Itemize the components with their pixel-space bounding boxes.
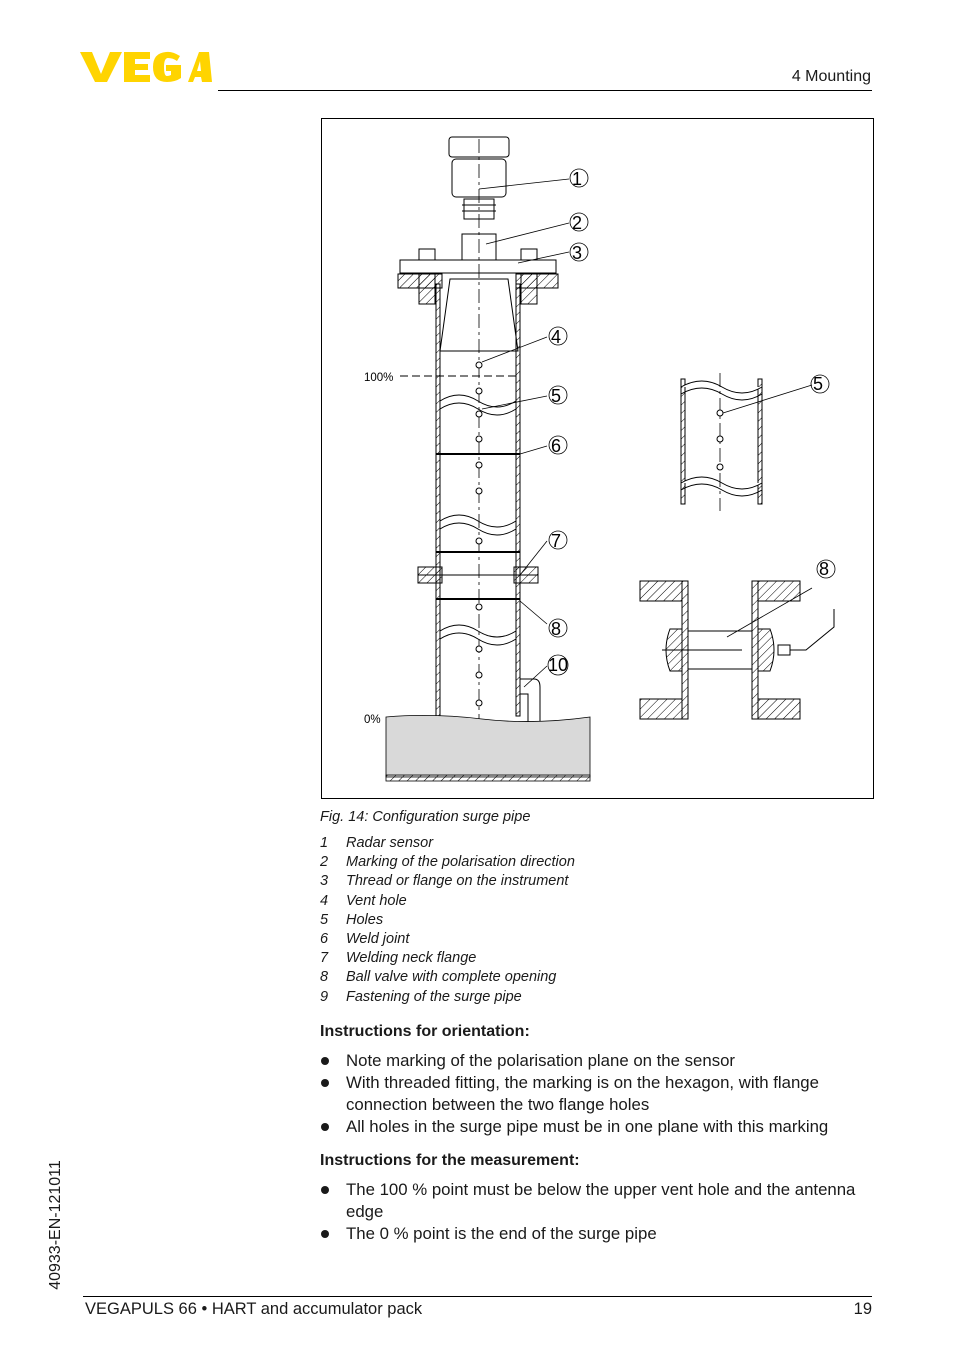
detail-callout-8: 8 [819,559,830,579]
callout-6: 6 [551,436,562,456]
level-0-label: 0% [364,714,381,726]
footer-title: VEGAPULS 66 • HART and accumulator pack [85,1300,423,1318]
figure-caption: Fig. 14: Configuration surge pipe [320,809,531,825]
legend-item: 4 Vent hole [320,892,407,909]
header-divider [218,90,872,91]
list-item: The 100 % point must be below the upper vent hole and the antenna edge [320,1179,865,1223]
surge-pipe-drawing [322,119,875,800]
surge-pipe-figure [321,118,874,799]
callout-5: 5 [551,386,562,406]
bullet-icon [321,1230,329,1238]
bullet-icon [321,1057,329,1065]
vega-logo [80,50,212,84]
bullet-icon [321,1079,329,1087]
legend-item: 6 Weld joint [320,930,410,947]
legend-item: 5 Holes [320,911,384,928]
legend-item: 9 Fastening of the surge pipe [320,988,522,1005]
callout-7: 7 [551,531,562,551]
callout-10: 10 [548,655,569,675]
callout-2: 2 [572,213,583,233]
list-item: The 0 % point is the end of the surge pipe [320,1223,865,1245]
list-item: Note marking of the polarisation plane on the sensor [320,1050,865,1072]
footer-divider [83,1296,872,1297]
figure-legend [320,834,575,1007]
legend-item: 2 Marking of the polarisation direction [320,854,575,871]
callout-4: 4 [551,327,562,347]
detail-callout-5: 5 [813,374,824,394]
section-title: 4 Mounting [791,68,871,85]
legend-item: 7 Welding neck flange [320,950,477,967]
measurement-heading: Instructions for the measurement: [320,1152,580,1169]
list-item: All holes in the surge pipe must be in one plane with this marking [320,1116,865,1138]
document-code: 40933-EN-121011 [47,1160,64,1290]
page-number: 19 [853,1300,872,1318]
callout-8: 8 [551,619,562,639]
list-item: With threaded fitting, the marking is on the hexagon, with flange connection between the two flange holes [320,1072,865,1116]
callout-3: 3 [572,243,583,263]
orientation-list [320,1050,865,1138]
level-100-label: 100% [364,372,394,384]
callout-1: 1 [572,169,583,189]
measurement-list [320,1179,865,1245]
bullet-icon [321,1186,329,1194]
bullet-icon [321,1123,329,1131]
legend-item: 8 Ball valve with complete opening [320,969,557,986]
legend-item: 3 Thread or flange on the instrument [320,873,569,890]
orientation-heading: Instructions for orientation: [320,1023,530,1040]
legend-item: 1 Radar sensor [320,835,434,851]
